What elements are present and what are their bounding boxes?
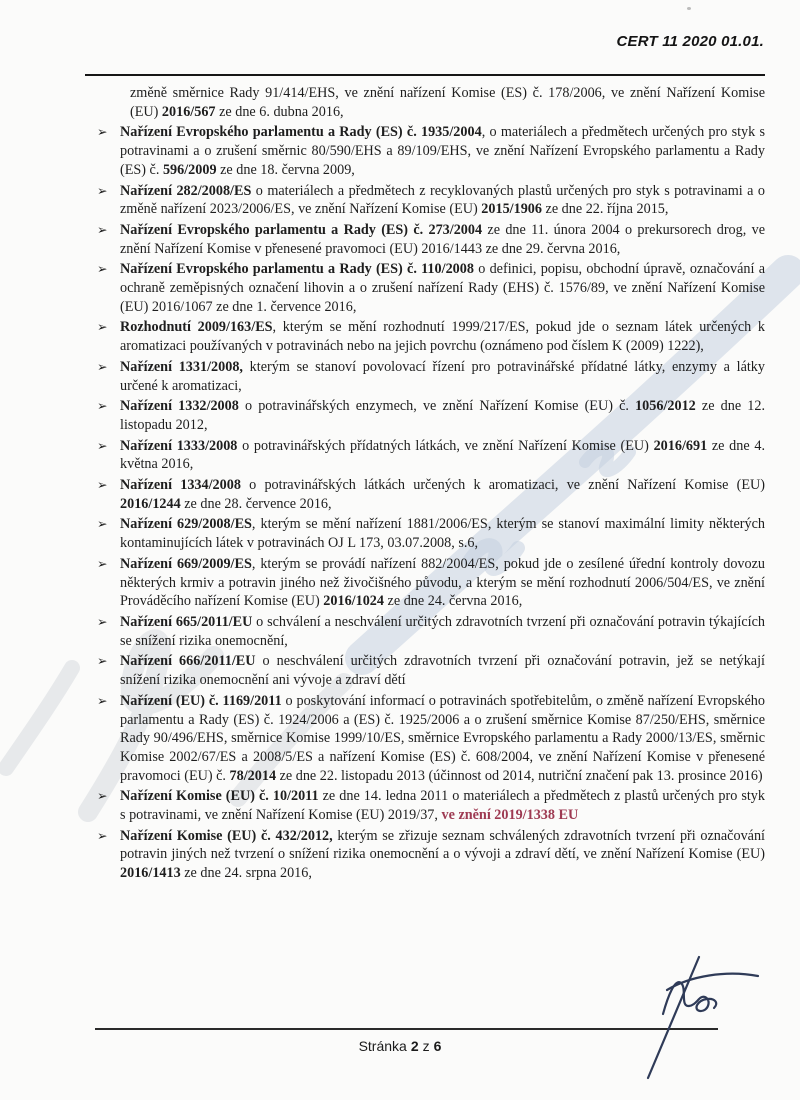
regulation-text: , o materiálech a předmětech určených pro styk s potravinami a o zrušení směrnic 80/590/EHS a 89/109/EHS, ve znění Nařízení Evropského parlamentu a Rady (ES) č. xyxy=(120,124,765,178)
regulation-text: Nařízení 1333/2008 xyxy=(120,437,238,454)
regulation-text: ze dne 24. června 2016, xyxy=(384,593,523,610)
arrow-bullet-icon: ➢ xyxy=(97,789,108,804)
regulation-text: Nařízení 666/2011/EU xyxy=(120,653,256,670)
regulation-item xyxy=(97,827,766,883)
regulation-text: o poskytování informací o potravinách spotřebitelům, o změně nařízení Evropského parlamentu a Rady (ES) č. 1924/2006 a (ES) č. 1925/2006 a o zrušení směrnice Komise 87/250/EHS, směrnice Rady 90/496/EHS, směrnice Komise 1999/10/ES, směrnice Evropského parlamentu a Rady 2000/13/ES, směrnic Komise 2002/67/ES a 2008/5/ES a nařízení Komise (ES) č. 608/2004, ve znění Nařízení Komise v přenesené pravomoci (EU) č. xyxy=(120,692,765,784)
regulation-text: o definici, popisu, obchodní úpravě, označování a ochraně zeměpisných označení lihovin a o zrušení nařízení Rady (EHS) č. 1576/89, ve znění Nařízení Komise (EU) 2016/1067 ze dne 1. července 2016, xyxy=(120,261,765,315)
regulation-text: Nařízení (EU) č. 1169/2011 xyxy=(120,692,282,709)
arrow-bullet-icon: ➢ xyxy=(97,693,108,708)
regulation-text: Nařízení Evropského parlamentu a Rady (ES) č. 110/2008 xyxy=(120,261,474,278)
arrow-bullet-icon: ➢ xyxy=(97,262,108,277)
regulation-text: Rozhodnutí 2009/163/ES xyxy=(120,319,273,336)
regulation-item xyxy=(97,787,765,824)
scan-speck xyxy=(687,7,691,10)
regulation-text: ze dne 22. října 2015, xyxy=(541,201,669,218)
regulation-text: 1056/2012 xyxy=(635,398,696,415)
regulation-text: o potravinářských přídatných látkách, ve znění Nařízení Komise (EU) xyxy=(237,437,654,454)
regulation-text: kterým se stanoví povolovací řízení pro potravinářské přídatné látky, enzymy a látky určené k aromatizaci, xyxy=(120,358,765,394)
regulation-item xyxy=(97,358,765,395)
regulation-text: 2016/1244 xyxy=(120,495,181,512)
regulation-text: o potravinářských enzymech, ve znění Nařízení Komise (EU) č. xyxy=(238,398,636,415)
regulation-text: Nařízení 282/2008/ES xyxy=(120,182,252,199)
footer-rule xyxy=(95,1028,718,1030)
arrow-bullet-icon: ➢ xyxy=(97,320,108,335)
regulation-text: , kterým se provádí nařízení 882/2004/ES, pokud jde o zesílené úřední kontroly dovozu některých krmiv a potravin jiného než živočišného původu, a kterým se mění rozhodnutí 2006/504/ES, ve znění Prováděcího nařízení Komise (EU) xyxy=(120,555,765,610)
regulation-text: Nařízení 1331/2008, xyxy=(120,358,243,375)
page-footer xyxy=(0,1038,800,1054)
regulation-list xyxy=(97,84,766,885)
regulation-text: 2015/1906 xyxy=(481,201,542,218)
amendment-red-text: ve znění 2019/1338 EU xyxy=(441,807,579,824)
footer-label: Stránka xyxy=(358,1038,407,1054)
regulation-item xyxy=(97,555,765,611)
regulation-item xyxy=(97,652,765,689)
regulation-text: ze dne 22. listopadu 2013 (účinnost od 2014, nutriční značení pak 13. prosince 2016) xyxy=(276,767,763,784)
arrow-bullet-icon: ➢ xyxy=(97,654,108,669)
regulation-text: změně směrnice Rady 91/414/EHS, ve znění nařízení Komise (ES) č. 178/2006, ve znění Nařízení Komise (EU) xyxy=(130,85,765,120)
regulation-text: o materiálech a předmětech z recyklovaných plastů určených pro styk s potravinami a o změně nařízení 2023/2006/ES, ve znění Nařízení Komise (EU) xyxy=(120,182,765,218)
arrow-bullet-icon: ➢ xyxy=(97,399,108,414)
regulation-text: Nařízení 1334/2008 xyxy=(120,477,241,494)
regulation-text: ze dne 4. května 2016, xyxy=(120,437,765,473)
regulation-text: , kterým se mění nařízení 1881/2006/ES, kterým se stanoví maximální limity některých kontaminujících látek v potravinách OJ L 173, 03.07.2008, s.6, xyxy=(120,516,765,552)
regulation-item xyxy=(97,515,765,552)
arrow-bullet-icon: ➢ xyxy=(97,222,108,237)
regulation-item xyxy=(97,260,765,316)
arrow-bullet-icon: ➢ xyxy=(97,517,108,532)
arrow-bullet-icon: ➢ xyxy=(97,359,108,374)
regulation-text: o neschválení určitých zdravotních tvrzení při označování potravin, jež se netýkají snížení rizika onemocnění ani vývoje a zdraví dětí xyxy=(120,653,765,689)
regulation-text: Nařízení 1332/2008 xyxy=(120,398,239,415)
regulation-item xyxy=(97,613,765,650)
regulation-text: 78/2014 xyxy=(229,767,277,784)
arrow-bullet-icon: ➢ xyxy=(97,125,108,140)
arrow-bullet-icon: ➢ xyxy=(97,478,108,493)
regulation-text: Nařízení Komise (EU) č. 10/2011 xyxy=(120,788,319,805)
regulation-item xyxy=(97,397,765,434)
regulation-text: ze dne 14. ledna 2011 o materiálech a předmětech z plastů určených pro styk s potravinami, ve znění Nařízení Komise (EU) 2019/37, xyxy=(120,788,765,824)
regulation-item xyxy=(97,437,765,474)
regulation-text: Nařízení Evropského parlamentu a Rady (ES) č. 273/2004 xyxy=(120,221,483,238)
regulation-item xyxy=(97,318,765,355)
footer-of: z xyxy=(422,1038,430,1054)
regulation-item xyxy=(97,123,765,179)
regulation-text: 2016/691 xyxy=(653,437,708,454)
arrow-bullet-icon: ➢ xyxy=(97,828,108,843)
regulation-text: Nařízení 629/2008/ES xyxy=(120,516,252,533)
regulation-item xyxy=(97,221,765,258)
regulation-item xyxy=(97,476,766,513)
arrow-bullet-icon: ➢ xyxy=(97,438,108,453)
regulation-text: ze dne 11. února 2004 o prekursorech drog, ve znění Nařízení Komise v přenesené pravomoci (EU) 2016/1443 ze dne 29. června 2016, xyxy=(120,221,765,257)
regulation-text: Nařízení Evropského parlamentu a Rady (ES) č. 1935/2004 xyxy=(120,124,482,141)
regulation-text: ze dne 6. dubna 2016, xyxy=(215,103,344,120)
footer-page-number: 2 xyxy=(410,1038,419,1054)
regulation-text: Nařízení Komise (EU) č. 432/2012, xyxy=(120,827,333,844)
regulation-text: kterým se zřizuje seznam schválených zdravotních tvrzení při označování potravin jiných než tvrzení o snížení rizika onemocnění a o vývoji a zdraví dětí, ve znění Nařízení Komise (EU) xyxy=(120,827,766,863)
header-rule xyxy=(85,74,765,76)
regulation-text: ze dne 18. června 2009, xyxy=(216,161,355,178)
regulation-text: ze dne 24. srpna 2016, xyxy=(180,865,312,882)
regulation-text: ze dne 28. července 2016, xyxy=(180,495,332,512)
regulation-text: 596/2009 xyxy=(162,161,217,178)
regulation-text: o potravinářských látkách určených k aromatizaci, ve znění Nařízení Komise (EU) xyxy=(240,477,766,494)
regulation-text: Nařízení 665/2011/EU xyxy=(120,613,253,630)
document-code: CERT 11 2020 01.01. xyxy=(616,33,764,50)
arrow-bullet-icon: ➢ xyxy=(97,556,108,571)
regulation-text: Nařízení 669/2009/ES xyxy=(120,555,252,572)
arrow-bullet-icon: ➢ xyxy=(97,614,108,629)
regulation-text: ze dne 12. listopadu 2012, xyxy=(120,398,765,433)
arrow-bullet-icon: ➢ xyxy=(97,183,108,198)
regulation-text: 2016/567 xyxy=(161,103,216,120)
regulation-text: , kterým se mění rozhodnutí 1999/217/ES, pokud jde o seznam látek určených k aromatizaci používaných v potravinách nebo na jejich povrchu (oznámeno pod číslem K (2009) 1222), xyxy=(120,319,765,355)
regulation-item xyxy=(97,692,765,786)
regulation-text: o schválení a neschválení určitých zdravotních tvrzení při označování potravin týkajících se snížení rizika onemocnění, xyxy=(120,613,765,649)
regulation-text: 2016/1413 xyxy=(120,865,181,882)
footer-total: 6 xyxy=(433,1038,442,1054)
regulation-item xyxy=(97,182,765,219)
continuation-text xyxy=(130,84,765,121)
regulation-text: 2016/1024 xyxy=(323,593,384,610)
